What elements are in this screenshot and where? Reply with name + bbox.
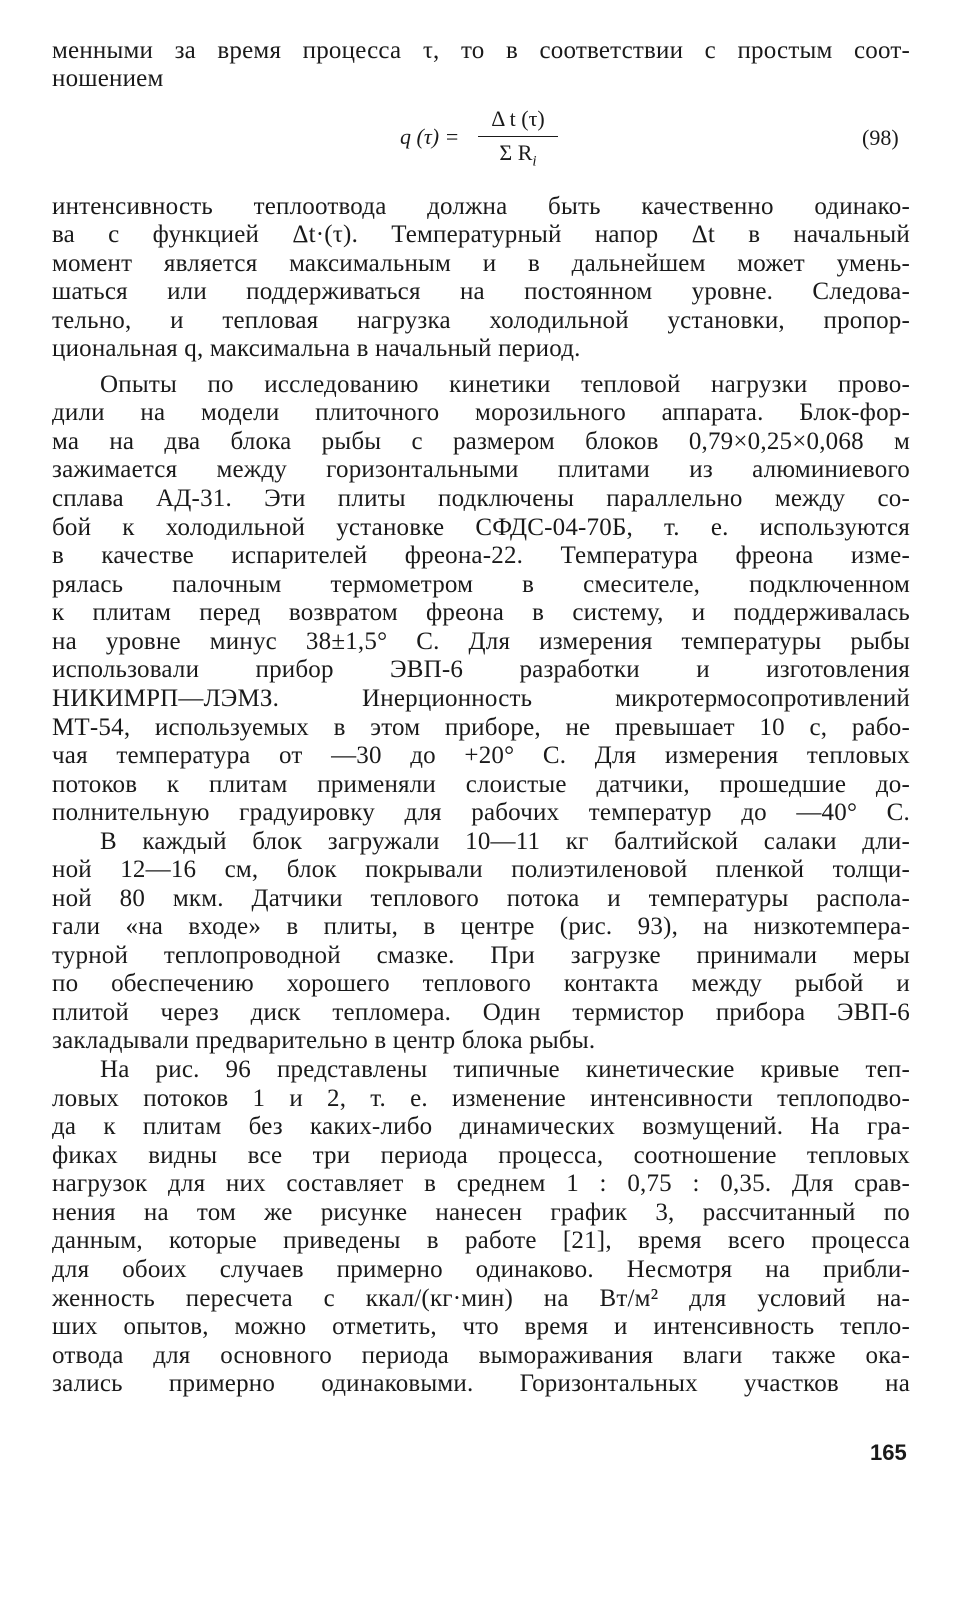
text-line: турной теплопроводной смазке. При загрузке принимали меры xyxy=(52,942,910,969)
text-line: рялась палочным термометром в смесителе, подключенном xyxy=(52,571,910,598)
text-line: зались примерно одинаковыми. Горизонтальных участков на xyxy=(52,1370,910,1397)
denominator-main: Σ R xyxy=(499,140,533,165)
text-line: бой к холодильной установке СФДС-04-70Б, т. е. используются xyxy=(52,514,910,541)
text-line: по обеспечению хорошего теплового контакта между рыбой и xyxy=(52,970,910,997)
text-line: гали «на входе» в плиты, в центре (рис. 93), на низкотемпера- xyxy=(52,913,910,940)
text-line: циональная q, максимальна в начальный период. xyxy=(52,335,581,362)
equation-number: (98) xyxy=(862,125,899,150)
text-line: фиках видны все три периода процесса, соотношение тепловых xyxy=(52,1142,910,1169)
text-line: отвода для основного периода вымораживания влаги также ока- xyxy=(52,1342,910,1369)
text-line: данным, которые приведены в работе [21], время всего процесса xyxy=(52,1227,910,1254)
text-line: нагрузок для них составляет в среднем 1 : 0,75 : 0,35. Для срав- xyxy=(52,1170,910,1197)
text-line: момент является максимальным и в дальнейшем может умень- xyxy=(52,250,910,277)
text-line: дили на модели плиточного морозильного аппарата. Блок-фор- xyxy=(52,399,910,426)
text-line: сплава АД-31. Эти плиты подключены параллельно между со- xyxy=(52,485,910,512)
formula-denominator xyxy=(478,140,558,170)
page-number: 165 xyxy=(870,1440,907,1465)
text-line: На рис. 96 представлены типичные кинетические кривые теп- xyxy=(100,1056,910,1083)
text-line: к плитам перед возвратом фреона в систему, и поддерживалась xyxy=(52,599,910,626)
text-line: ношением xyxy=(52,65,164,92)
text-line: шаться или поддерживаться на постоянном уровне. Следова- xyxy=(52,278,910,305)
text-line: плитой через диск тепломера. Один термистор прибора ЭВП-6 xyxy=(52,999,910,1026)
text-line: интенсивность теплоотвода должна быть качественно одинако- xyxy=(52,193,910,220)
text-line: ма на два блока рыбы с размером блоков 0,79×0,25×0,068 м xyxy=(52,428,910,455)
text-line: для обоих случаев примерно одинаково. Несмотря на прибли- xyxy=(52,1256,910,1283)
text-line: ловых потоков 1 и 2, т. е. изменение интенсивности теплоподво- xyxy=(52,1085,910,1112)
formula-lhs: q (τ) = xyxy=(400,124,460,149)
denominator-subscript: i xyxy=(532,153,537,170)
text-line: ной 12—16 см, блок покрывали полиэтиленовой пленкой толщи- xyxy=(52,856,910,883)
text-line: В каждый блок загружали 10—11 кг балтийской салаки дли- xyxy=(100,828,910,855)
text-line: нения на том же рисунке нанесен график 3, рассчитанный по xyxy=(52,1199,910,1226)
text-line: использовали прибор ЭВП-6 разработки и изготовления xyxy=(52,656,910,683)
text-line: на уровне минус 38±1,5° С. Для измерения температуры рыбы xyxy=(52,628,910,655)
text-line: менными за время процесса τ, то в соответствии с простым соот- xyxy=(52,37,910,64)
text-line: зажимается между горизонтальными плитами из алюминиевого xyxy=(52,456,910,483)
formula-98 xyxy=(400,104,600,168)
text-line: ших опытов, можно отметить, что время и интенсивность тепло- xyxy=(52,1313,910,1340)
text-line: Опыты по исследованию кинетики тепловой нагрузки прово- xyxy=(100,371,910,398)
text-line: полнительную градуировку для рабочих температур до —40° С. xyxy=(52,799,910,826)
text-line: ной 80 мкм. Датчики теплового потока и температуры распола- xyxy=(52,885,910,912)
text-line: в качестве испарителей фреона-22. Температура фреона изме- xyxy=(52,542,910,569)
text-line: женность пересчета с ккал/(кг·мин) на Вт/м² для условий на- xyxy=(52,1285,910,1312)
text-line: чая температура от —30 до +20° С. Для измерения тепловых xyxy=(52,742,910,769)
text-line: ва с функцией Δt·(τ). Температурный напор Δt в начальный xyxy=(52,221,910,248)
text-line: закладывали предварительно в центр блока рыбы. xyxy=(52,1027,596,1054)
text-line: МТ-54, используемых в этом приборе, не превышает 10 с, рабо- xyxy=(52,714,910,741)
text-line: да к плитам без каких-либо динамических возмущений. На гра- xyxy=(52,1113,910,1140)
text-line: НИКИМРП—ЛЭМЗ. Инерционность микротермосопротивлений xyxy=(52,685,910,712)
formula-numerator: Δ t (τ) xyxy=(491,106,545,131)
text-line: потоков к плитам применяли слоистые датчики, прошедшие до- xyxy=(52,771,910,798)
text-line: тельно, и тепловая нагрузка холодильной установки, пропор- xyxy=(52,307,910,334)
fraction-bar xyxy=(478,136,558,137)
